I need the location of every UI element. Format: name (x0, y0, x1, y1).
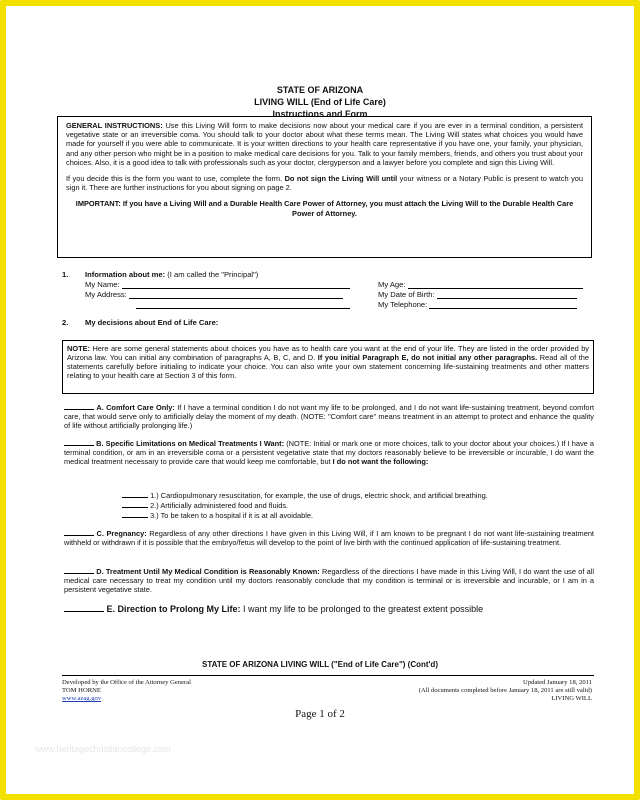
section1-number: 1. (62, 270, 69, 279)
option-c (64, 528, 594, 547)
option-c-label: C. Pregnancy: (96, 529, 147, 538)
option-c-text: Regardless of any other directions I have given in this Living Will, if I am known to be pregnant I do not want life-sustaining treatment withheld or withdrawn if it is possible that the embryo/fetus will develop to the point of live birth with the continued application of life-sustaining treatment. (64, 529, 594, 548)
footer-title: STATE OF ARIZONA LIVING WILL ("End of Life Care") (Cont'd) (202, 660, 438, 669)
option-b (64, 438, 594, 467)
footer-rule (62, 675, 594, 676)
general-para2-b: your witness or a Notary Public is present to watch you sign it. There are further instructions for you about signing on page 2. (66, 174, 584, 193)
initial-d-field[interactable] (64, 566, 94, 574)
phone-field[interactable] (429, 300, 577, 309)
note-label: NOTE: (67, 344, 90, 353)
option-b-label: B. Specific Limitations on Medical Treatments I Want: (96, 439, 285, 448)
general-para2-bold: Do not sign the Living Will until (284, 174, 398, 184)
age-row (378, 280, 583, 289)
initial-b2-field[interactable] (122, 500, 148, 508)
section2-title-text: My decisions about End of Life Care: (85, 318, 219, 327)
option-b-item-2-text: 2.) Artificially administered food and fluids. (150, 501, 289, 510)
name-field[interactable] (122, 280, 350, 289)
address-row-2 (136, 300, 350, 309)
note-text-b: Read all of the statements carefully before initialing to indicate your choice. You can also write your own statement concerning life-sustaining treatments and other matters relating to your health care at Section 3 of this form. (67, 353, 589, 380)
initial-e-field[interactable] (64, 604, 104, 612)
option-b-item-1-text: 1.) Cardiopulmonary resuscitation, for example, the use of drugs, electric shock, and artificial breathing. (150, 491, 488, 500)
option-d-label: D. Treatment Until My Medical Condition is Reasonably Known: (96, 567, 320, 576)
general-text: Use this Living Will form to make decisions now about your medical care if you are ever in a terminal condition, a persistent vegetative state or an irreversible coma. You should talk to your doctor about what these terms mean. The Living Will states what choices you would have made for yourself if you were able to communicate. It is your written directions to your health care representative if you have one, your family, your physician, and any other person who might be in a position to make medical care decisions for you. Talk to your family members, friends, and others you trust about your choices. Also, it is a good idea to talk with professionals such as your doctor, clergyperson and a lawyer before you complete and sign this Living Will. (66, 121, 583, 167)
address-label: My Address: (85, 290, 127, 299)
dob-field[interactable] (437, 290, 577, 299)
option-b-text: (NOTE: Initial or mark one or more choices, talk to your doctor about your choices.) If I have a terminal condition, or am in an irreversible coma or a persistent vegetative state that my doctors reasonably believe to be irreversible or incurable, I do want the medical treatment necessary to provide care that would keep me comfortable, but (64, 439, 595, 467)
page-number: Page 1 of 2 (295, 708, 345, 720)
initial-c-field[interactable] (64, 528, 94, 536)
section1-title: Information about me: (85, 270, 166, 279)
footer-right-2: (All documents completed before January 18, 2011 are still valid) (418, 687, 592, 694)
footer-link[interactable]: www.azag.gov (62, 695, 102, 702)
address-field[interactable] (129, 290, 343, 299)
option-d (64, 566, 594, 595)
option-b-bold: I do not want the following: (332, 457, 429, 467)
section1-subtitle: (I am called the "Principal") (165, 270, 259, 279)
section1-heading (85, 270, 605, 280)
watermark: www.heritagechristiancollege.com (35, 744, 171, 754)
footer-right-3: LIVING WILL (551, 695, 592, 702)
header-subtitle: Instructions and Form (272, 109, 368, 119)
age-label: My Age: (378, 280, 406, 289)
option-d-text: Regardless of the directions I have made in this Living Will, I do want the use of all medical care necessary to treat my condition until my doctors reasonably conclude that my condition is terminal or is irreversible and incurable, or I am in a persistent vegetative state. (64, 567, 594, 595)
dob-label: My Date of Birth: (378, 290, 435, 299)
option-e (64, 604, 594, 615)
initial-a-field[interactable] (64, 402, 94, 410)
document-header (0, 84, 640, 120)
general-instructions-box (57, 116, 592, 258)
option-e-text: I want my life to be prolonged to the greatest extent possible (240, 604, 484, 614)
initial-b-field[interactable] (64, 438, 94, 446)
general-para2-a: If you decide this is the form you want to use, complete the form. (66, 174, 285, 184)
option-b-item-3 (122, 510, 313, 521)
option-a-label: A. Comfort Care Only: (96, 403, 175, 412)
footer-left-1: Developed by the Office of the Attorney General (62, 679, 191, 686)
general-label: GENERAL INSTRUCTIONS: (66, 121, 163, 130)
important-notice: IMPORTANT: If you have a Living Will and a Durable Health Care Power of Attorney, you must attach the Living Will to the Durable Health Care Power of Attorney. (75, 199, 574, 218)
footer-left (62, 679, 191, 703)
header-state: STATE OF ARIZONA (276, 85, 364, 95)
section2-number: 2. (62, 318, 69, 327)
option-a (64, 402, 594, 431)
footer-right-1: Updated January 18, 2011 (523, 679, 592, 686)
note-bold: If you initial Paragraph E, do not initial any other paragraphs. (317, 353, 538, 362)
note-text-a: Here are some general statements about choices you have as to health care you want at the end of your life. They are listed in the order provided by Arizona law. You can initial any combination of paragraphs A, B, C, and D. (67, 344, 589, 362)
initial-b1-field[interactable] (122, 490, 148, 498)
initial-b3-field[interactable] (122, 510, 148, 518)
address-field-2[interactable] (136, 300, 350, 309)
option-e-label: E. Direction to Prolong My Life: (106, 604, 241, 614)
note-box (62, 340, 594, 394)
age-field[interactable] (408, 280, 583, 289)
name-row (85, 280, 350, 289)
option-b-item-3-text: 3.) To be taken to a hospital if it is at all avoidable. (150, 511, 314, 520)
footer-left-2: TOM HORNE (62, 687, 101, 694)
phone-label: My Telephone: (378, 300, 428, 309)
dob-row (378, 290, 577, 299)
section2-title (85, 318, 218, 328)
option-a-text: If I have a terminal condition I do not want my life to be prolonged, and I do not want life-sustaining treatment, beyond comfort care, that would serve only to artificially delay the moment of my death. (NOTE: "Comfort care" means treatment in an attempt to protect and enhance the quality of life without artificially prolonging life.) (64, 403, 595, 431)
footer-right (419, 679, 592, 703)
header-title: LIVING WILL (End of Life Care) (254, 97, 386, 107)
address-row (85, 290, 343, 299)
name-label: My Name: (85, 280, 120, 289)
phone-row (378, 300, 577, 309)
